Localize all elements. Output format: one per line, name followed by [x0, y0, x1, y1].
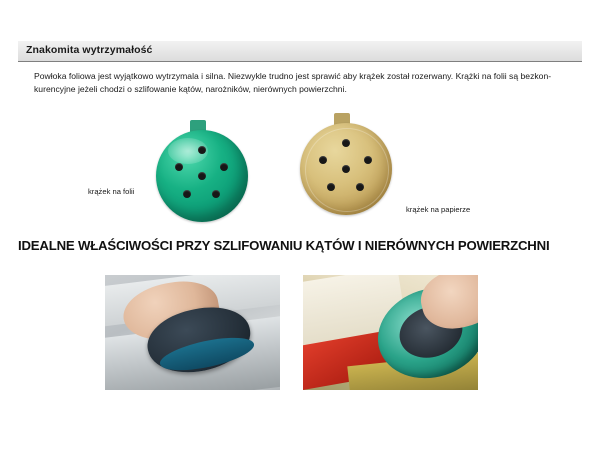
disc-hole: [212, 190, 220, 198]
film-disc-label: krążek na folii: [88, 187, 135, 196]
disc-hole: [364, 156, 372, 164]
section-heading-bar: [18, 41, 582, 62]
film-disc-body: [156, 130, 248, 222]
disc-hole: [198, 172, 206, 180]
photo-sander-on-flat-surface: [105, 275, 280, 390]
disc-hole: [175, 163, 183, 171]
paragraph-line-2: kurencyjne jeżeli chodzi o szlifowanie kątów, narożników, nierównych powierzchni.: [34, 83, 347, 94]
disc-hole: [183, 190, 191, 198]
disc-hole: [342, 165, 350, 173]
disc-hole: [342, 139, 350, 147]
disc-hole: [356, 183, 364, 191]
photo-sander-on-edge: [303, 275, 478, 390]
disc-hole: [319, 156, 327, 164]
body-paragraph: [34, 70, 579, 95]
discs-illustration: [0, 105, 600, 230]
paper-disc-image: [300, 113, 396, 225]
disc-hole: [220, 163, 228, 171]
disc-hole: [198, 146, 206, 154]
page-title: Znakomita wytrzymałość: [26, 44, 153, 56]
disc-hole: [327, 183, 335, 191]
section-title: IDEALNE WŁAŚCIWOŚCI PRZY SZLIFOWANIU KĄTÓW I NIERÓWNYCH POWIERZCHNI: [18, 238, 550, 253]
paper-disc-label: krążek na papierze: [406, 205, 471, 214]
film-disc-image: [156, 120, 248, 230]
paper-disc-body: [300, 123, 392, 215]
paragraph-line-1: Powłoka foliowa jest wyjątkowo wytrzymala i silna. Niezwykle trudno jest sprawić aby krążek został rozerwany. Krążki na folii są bezkon-: [34, 71, 552, 81]
